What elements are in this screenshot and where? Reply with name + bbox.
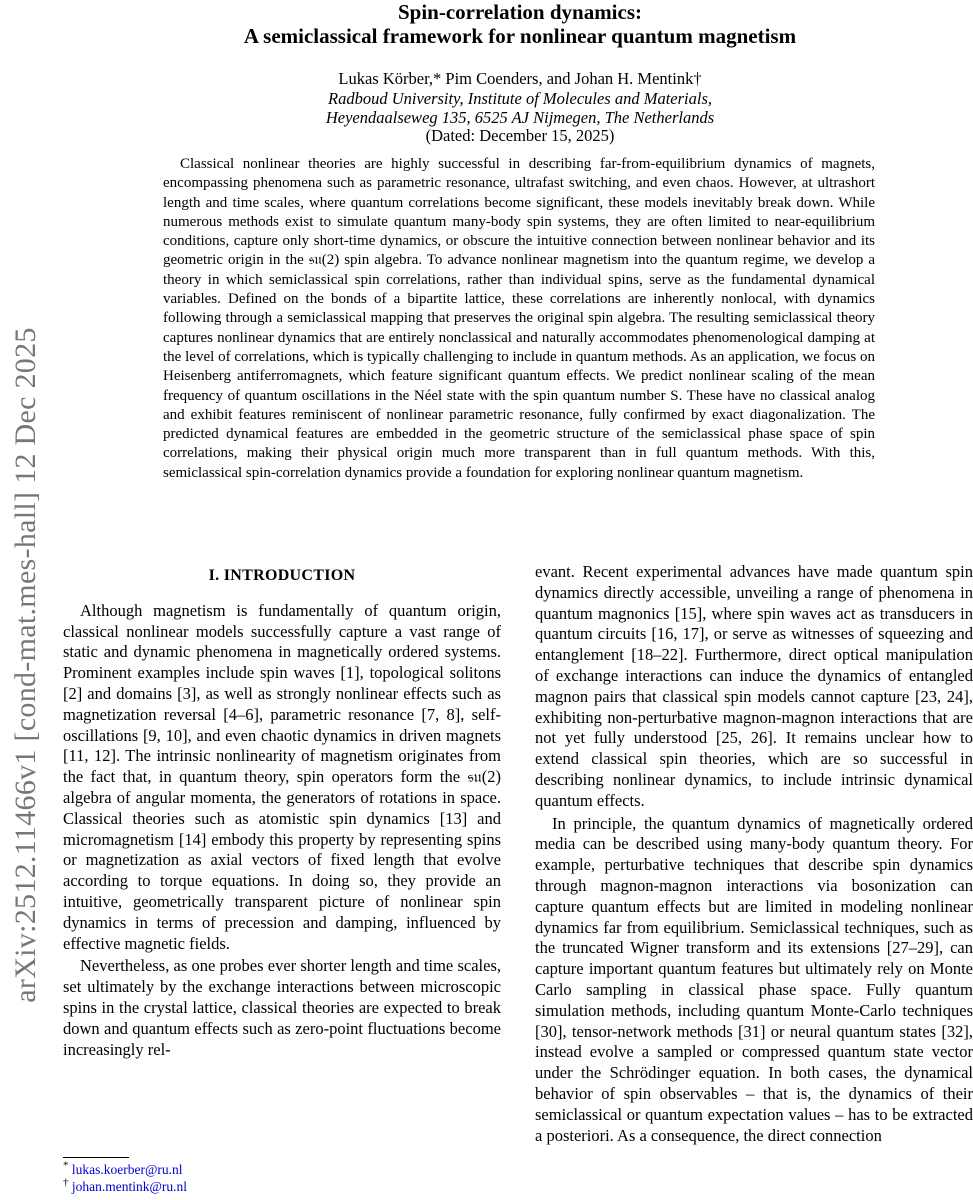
intro-paragraph-3: In principle, the quantum dynamics of magnetically ordered media can be described using many-body quantum theory. For example, perturbative techniques that describe spin dynamics through magnon-magnon interactions via bosonization can capture quantum effects but are limited in modeling nonlinear dynamics far from equilibrium. Semiclassical techniques, such as the truncated Wigner transform and its extensions [27–29], can capture important quantum features but ultimately rely on Monte Carlo sampling in classical phase space. Fully quantum simulation methods, including quantum Monte-Carlo techniques [30], tensor-network methods [31] or neural quantum states [32], instead evolve a sampled or compressed quantum state vector under the Schrödinger equation. In both cases, the dynamical behavior of spin observables – that is, the dynamics of their semiclassical or quantum expectation values – has to be extracted a posteriori. As a consequence, the direct connection xyxy=(535,813,973,1145)
footnote-1 xyxy=(63,1159,183,1178)
footnote-rule xyxy=(63,1157,129,1158)
email-link-koerber[interactable]: lukas.koerber@ru.nl xyxy=(71,1162,183,1177)
right-column xyxy=(535,562,973,1146)
paper-title-line2: A semiclassical framework for nonlinear quantum magnetism xyxy=(243,24,797,48)
intro-paragraph-2: Nevertheless, as one probes ever shorter length and time scales, set ultimately by the exchange interactions between microscopic spins in the crystal lattice, classical theories are expected to break down and quantum effects such as zero-point fluctuations become increasingly rel- xyxy=(63,956,501,1059)
date-line: (Dated: December 15, 2025) xyxy=(425,126,615,145)
author-list: Lukas Körber,* Pim Coenders, and Johan H. Mentink† xyxy=(338,69,702,88)
abstract: Classical nonlinear theories are highly successful in describing far-from-equilibrium dynamics of magnets, encompassing phenomena such as parametric resonance, ultrafast switching, and even chaos. However, at ultrashort length and time scales, where quantum correlations become significant, these models inevitably break down. While numerous methods exist to simulate quantum many-body spin systems, they are often limited to near-equilibrium conditions, capture only short-time dynamics, or obscure the intuitive connection between nonlinear behavior and its geometric origin in the 𝔰𝔲(2) spin algebra. To advance nonlinear magnetism into the quantum regime, we develop a theory in which semiclassical spin correlations, rather than individual spins, serve as the fundamental dynamical variables. Defined on the bonds of a bipartite lattice, these correlations are inherently nonlocal, with dynamics following through a semiclassical mapping that preserves the original spin algebra. The resulting semiclassical theory captures nonlinear dynamics that are entirely nonclassical and naturally accommodates phenomenological damping at the level of correlations, which is typically challenging to include in quantum methods. As an application, we focus on Heisenberg antiferromagnets, which feature significant quantum effects. We predict nonlinear scaling of the mean frequency of quantum oscillations in the Néel state with the spin quantum number S. These have no classical analog and exhibit features reminiscent of nonlinear parametric resonance, fully confirmed by exact diagonalization. The predicted dynamical features are embedded in the geometric structure of the semiclassical phase space of spin correlations, making their physical origin much more transparent than in full quantum methods. With this, semiclassical spin-correlation dynamics provide a foundation for exploring nonlinear quantum magnetism. xyxy=(163,156,875,481)
paper-title-line1: Spin-correlation dynamics: xyxy=(397,0,643,24)
intro-paragraph-2-continued: evant. Recent experimental advances have made quantum spin dynamics directly accessible, unveiling a range of phenomena in quantum magnonics [15], where spin waves act as transducers in quantum circuits [16, 17], or serve as witnesses of squeezing and entanglement [18–22]. Furthermore, direct optical manipulation of exchange interactions can induce the dynamics of entangled magnon pairs that classical spin models cannot capture [23, 24], exhibiting non-perturbative magnon-magnon interactions that are not yet fully understood [25, 26]. It remains unclear how to extend classical spin theories, which are so successful in describing nonlinear dynamics, to include intrinsic dynamical quantum effects. xyxy=(535,562,973,810)
intro-paragraph-1: Although magnetism is fundamentally of quantum origin, classical nonlinear models successfully capture a vast range of static and dynamic phenomena in magnetically ordered systems. Prominent examples include spin waves [1], topological solitons [2] and domains [3], as well as strongly nonlinear effects such as magnetization reversal [4–6], parametric resonance [7, 8], self-oscillations [9, 10], and even chaotic dynamics in driven magnets [11, 12]. The intrinsic nonlinearity of magnetism originates from the fact that, in quantum theory, spin operators form the 𝔰𝔲(2) algebra of angular momenta, the generators of rotations in space. Classical theories such as atomistic spin dynamics [13] and micromagnetism [14] embody this property by representing spins or magnetization as axial vectors of fixed length that evolve according to torque equations. In doing so, they provide an intuitive, geometrically transparent picture of nonlinear spin dynamics in terms of precession and damping, influenced by effective magnetic fields. xyxy=(63,600,501,953)
footnote-2 xyxy=(63,1176,188,1195)
affiliation-line2: Heyendaalseweg 135, 6525 AJ Nijmegen, The Netherlands xyxy=(325,108,715,127)
arxiv-sidebar xyxy=(0,0,52,1200)
email-link-mentink[interactable]: johan.mentink@ru.nl xyxy=(71,1179,188,1194)
left-column xyxy=(63,562,501,1060)
footnote-2-mark: † xyxy=(63,1176,69,1189)
arxiv-identifier: arXiv:2512.11466v1 [cond-mat.mes-hall] 12 Dec 2025 xyxy=(9,327,42,1003)
section-heading-introduction: I. INTRODUCTION xyxy=(208,567,356,584)
affiliation-line1: Radboud University, Institute of Molecules and Materials, xyxy=(327,89,713,108)
footnote-1-mark: * xyxy=(63,1159,69,1172)
